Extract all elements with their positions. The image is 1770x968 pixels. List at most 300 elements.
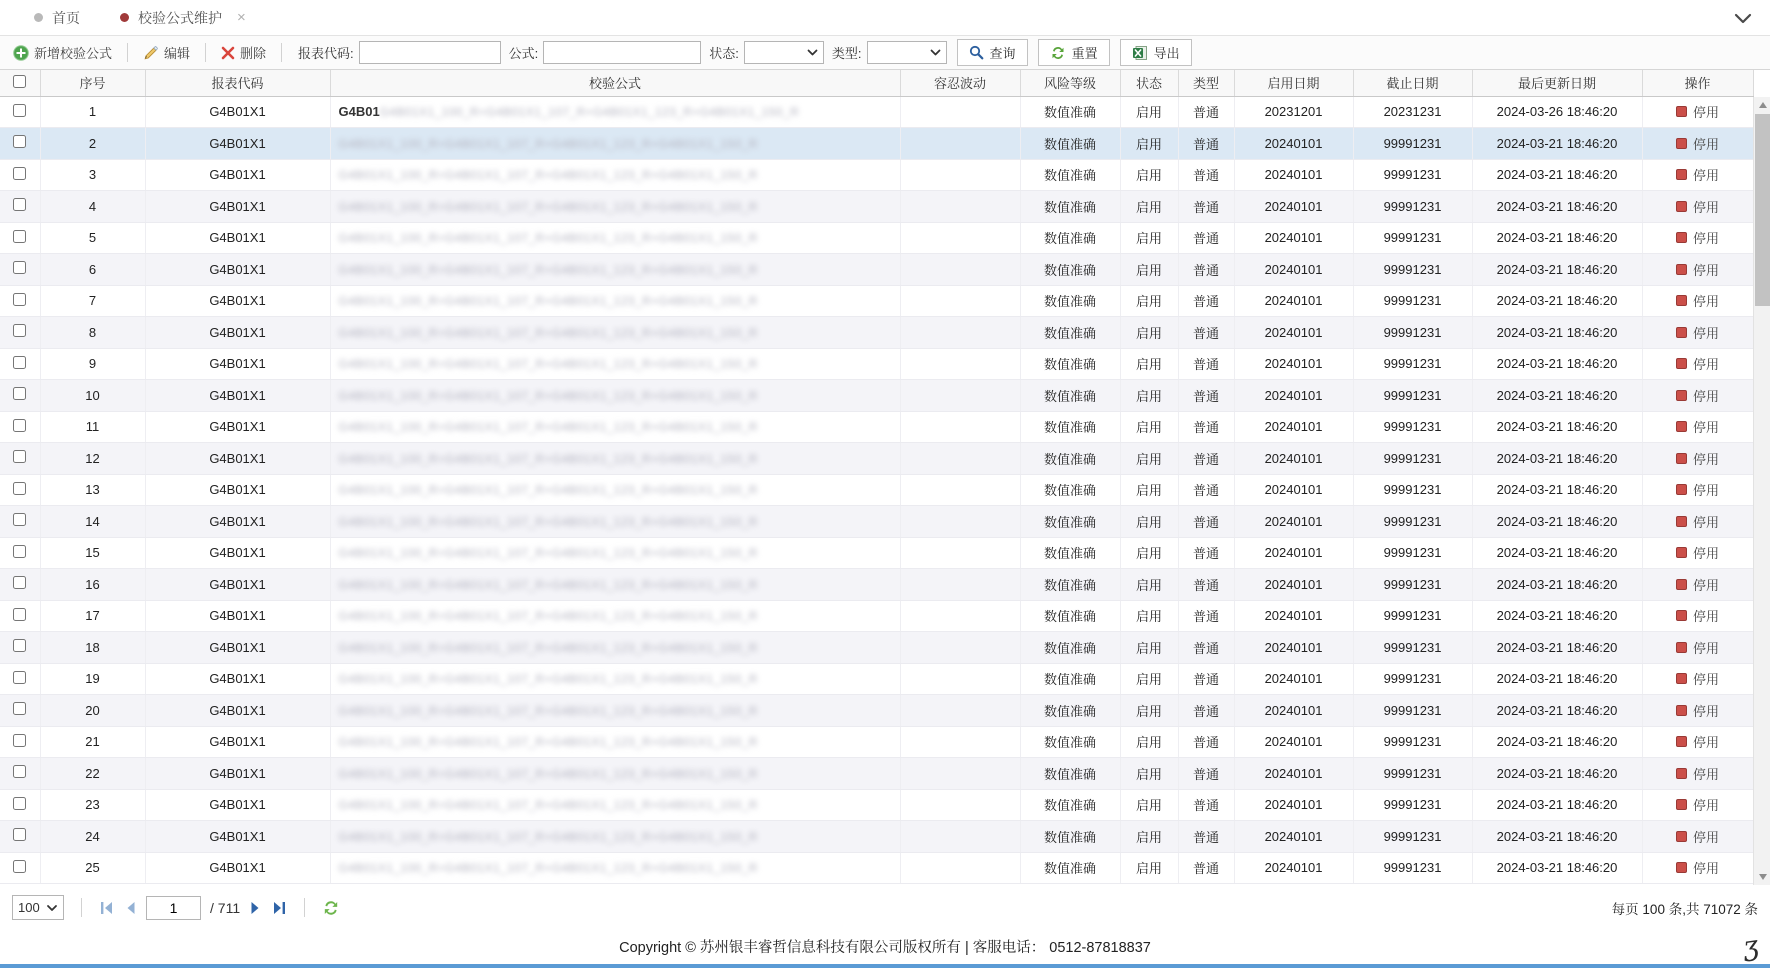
row-report-code: G4B01X1 <box>145 632 330 664</box>
row-tolerance <box>900 474 1020 506</box>
row-status: 启用 <box>1120 159 1178 191</box>
row-risk-level: 数值准确 <box>1020 726 1120 758</box>
row-type: 普通 <box>1178 506 1234 538</box>
row-status: 启用 <box>1120 789 1178 821</box>
row-status: 启用 <box>1120 380 1178 412</box>
row-checkbox[interactable] <box>13 135 26 148</box>
row-formula: G4B01X1_100_R=G4B01X1_107_R+G4B01X1_123_R+G4B01X1_150_R <box>330 569 900 601</box>
stop-square-icon <box>1676 862 1687 873</box>
tab-home-dot-icon <box>34 13 43 22</box>
row-risk-level: 数值准确 <box>1020 380 1120 412</box>
disable-row-label: 停用 <box>1692 483 1719 499</box>
row-start-date: 20240101 <box>1234 348 1353 380</box>
disable-row-label: 停用 <box>1692 294 1719 310</box>
disable-row-button[interactable] <box>1676 323 1719 342</box>
row-status: 启用 <box>1120 474 1178 506</box>
row-checkbox[interactable] <box>13 765 26 778</box>
table-row[interactable] <box>0 254 1753 286</box>
row-formula: G4B01X1_100_R=G4B01X1_107_R+G4B01X1_123_R+G4B01X1_150_R <box>330 726 900 758</box>
row-index: 1 <box>40 96 145 128</box>
disable-row-button[interactable] <box>1676 386 1719 405</box>
row-type: 普通 <box>1178 317 1234 349</box>
table-row[interactable] <box>0 821 1753 853</box>
row-tolerance <box>900 569 1020 601</box>
row-checkbox[interactable] <box>13 293 26 306</box>
row-last-updated: 2024-03-21 18:46:20 <box>1472 222 1642 254</box>
table-row[interactable] <box>0 569 1753 601</box>
refresh-icon <box>322 899 340 917</box>
row-status: 启用 <box>1120 569 1178 601</box>
tab-home[interactable] <box>14 0 100 35</box>
export-button[interactable] <box>1120 39 1192 66</box>
row-type: 普通 <box>1178 96 1234 128</box>
row-start-date: 20240101 <box>1234 852 1353 884</box>
row-report-code: G4B01X1 <box>145 191 330 223</box>
row-type: 普通 <box>1178 852 1234 884</box>
row-formula: G4B01X1_100_R=G4B01X1_107_R+G4B01X1_123_R+G4B01X1_150_R <box>330 254 900 286</box>
row-status: 启用 <box>1120 632 1178 664</box>
stop-square-icon <box>1676 201 1687 212</box>
row-start-date: 20240101 <box>1234 285 1353 317</box>
disable-row-button[interactable] <box>1676 354 1719 373</box>
reset-refresh-icon <box>1050 45 1066 61</box>
row-checkbox[interactable] <box>13 450 26 463</box>
tab-close-icon[interactable]: × <box>237 9 246 26</box>
table-row[interactable] <box>0 632 1753 664</box>
row-last-updated: 2024-03-21 18:46:20 <box>1472 726 1642 758</box>
row-checkbox[interactable] <box>13 860 26 873</box>
row-report-code: G4B01X1 <box>145 443 330 475</box>
row-index: 24 <box>40 821 145 853</box>
row-checkbox[interactable] <box>13 261 26 274</box>
disable-row-button[interactable] <box>1676 134 1719 153</box>
table-row[interactable] <box>0 537 1753 569</box>
disable-row-button[interactable] <box>1676 606 1719 625</box>
row-index: 14 <box>40 506 145 538</box>
row-tolerance <box>900 443 1020 475</box>
row-tolerance <box>900 380 1020 412</box>
row-checkbox[interactable] <box>13 797 26 810</box>
header-tolerance: 容忍波动 <box>900 70 1020 96</box>
scrollbar-thumb[interactable] <box>1755 114 1770 306</box>
pagination-separator <box>304 898 305 917</box>
status-select[interactable] <box>744 41 824 64</box>
stop-square-icon <box>1676 768 1687 779</box>
disable-row-label: 停用 <box>1692 798 1719 814</box>
row-report-code: G4B01X1 <box>145 695 330 727</box>
pagination-bar <box>0 885 1770 930</box>
row-risk-level: 数值准确 <box>1020 285 1120 317</box>
row-checkbox[interactable] <box>13 198 26 211</box>
row-start-date: 20240101 <box>1234 254 1353 286</box>
disable-row-label: 停用 <box>1692 420 1719 436</box>
row-formula: G4B01X1_100_R=G4B01X1_107_R+G4B01X1_123_R+G4B01X1_150_R <box>330 285 900 317</box>
row-report-code: G4B01X1 <box>145 506 330 538</box>
row-end-date: 99991231 <box>1353 380 1472 412</box>
row-risk-level: 数值准确 <box>1020 695 1120 727</box>
row-checkbox[interactable] <box>13 419 26 432</box>
table-row[interactable] <box>0 852 1753 884</box>
row-last-updated: 2024-03-21 18:46:20 <box>1472 443 1642 475</box>
row-formula: G4B01X1_100_R=G4B01X1_107_R+G4B01X1_123_R+G4B01X1_150_R <box>330 443 900 475</box>
row-formula: G4B01G4B01X1_100_R=G4B01X1_107_R+G4B01X1_123_R+G4B01X1_150_R <box>330 96 900 128</box>
add-formula-button[interactable] <box>6 40 119 65</box>
row-type: 普通 <box>1178 695 1234 727</box>
row-tolerance <box>900 821 1020 853</box>
data-grid <box>0 70 1770 885</box>
row-report-code: G4B01X1 <box>145 569 330 601</box>
row-risk-level: 数值准确 <box>1020 789 1120 821</box>
query-button[interactable] <box>957 39 1028 66</box>
row-start-date: 20240101 <box>1234 128 1353 160</box>
row-end-date: 99991231 <box>1353 443 1472 475</box>
row-checkbox[interactable] <box>13 513 26 526</box>
row-status: 启用 <box>1120 600 1178 632</box>
copyright-text: Copyright © 苏州银丰睿哲信息科技有限公司版权所有 | 客服电话： 0512-87818837 <box>619 940 1151 956</box>
row-risk-level: 数值准确 <box>1020 474 1120 506</box>
last-page-button[interactable] <box>271 901 287 915</box>
row-index: 13 <box>40 474 145 506</box>
disable-row-label: 停用 <box>1692 861 1719 877</box>
row-start-date: 20240101 <box>1234 506 1353 538</box>
tab-formula-maintenance-label: 校验公式维护 <box>138 9 222 26</box>
row-tolerance <box>900 695 1020 727</box>
row-report-code: G4B01X1 <box>145 600 330 632</box>
row-checkbox[interactable] <box>13 639 26 652</box>
row-index: 19 <box>40 663 145 695</box>
add-formula-label: 新增校验公式 <box>34 46 113 61</box>
stop-square-icon <box>1676 579 1687 590</box>
table-row[interactable] <box>0 758 1753 790</box>
disable-row-button[interactable] <box>1676 701 1719 720</box>
row-risk-level: 数值准确 <box>1020 632 1120 664</box>
table-row[interactable] <box>0 726 1753 758</box>
disable-row-button[interactable] <box>1676 417 1719 436</box>
row-last-updated: 2024-03-21 18:46:20 <box>1472 789 1642 821</box>
tab-formula-maintenance[interactable] <box>100 0 266 35</box>
row-formula: G4B01X1_100_R=G4B01X1_107_R+G4B01X1_123_R+G4B01X1_150_R <box>330 632 900 664</box>
row-index: 7 <box>40 285 145 317</box>
row-index: 8 <box>40 317 145 349</box>
header-status: 状态 <box>1120 70 1178 96</box>
row-last-updated: 2024-03-21 18:46:20 <box>1472 600 1642 632</box>
table-row[interactable] <box>0 411 1753 443</box>
row-report-code: G4B01X1 <box>145 348 330 380</box>
disable-row-label: 停用 <box>1692 766 1719 782</box>
pagination-separator <box>81 898 82 917</box>
scroll-down-icon[interactable] <box>1754 869 1770 885</box>
row-checkbox[interactable] <box>13 324 26 337</box>
disable-row-label: 停用 <box>1692 703 1719 719</box>
disable-row-button[interactable] <box>1676 543 1719 562</box>
row-formula: G4B01X1_100_R=G4B01X1_107_R+G4B01X1_123_R+G4B01X1_150_R <box>330 506 900 538</box>
row-start-date: 20240101 <box>1234 695 1353 727</box>
row-report-code: G4B01X1 <box>145 663 330 695</box>
row-end-date: 99991231 <box>1353 600 1472 632</box>
select-all-checkbox[interactable] <box>13 75 26 88</box>
row-index: 5 <box>40 222 145 254</box>
table-row[interactable] <box>0 96 1753 128</box>
row-last-updated: 2024-03-21 18:46:20 <box>1472 348 1642 380</box>
row-status: 启用 <box>1120 411 1178 443</box>
row-end-date: 99991231 <box>1353 348 1472 380</box>
table-row[interactable] <box>0 695 1753 727</box>
refresh-page-button[interactable] <box>322 899 340 917</box>
row-status: 启用 <box>1120 317 1178 349</box>
row-tolerance <box>900 632 1020 664</box>
row-last-updated: 2024-03-21 18:46:20 <box>1472 128 1642 160</box>
row-checkbox[interactable] <box>13 482 26 495</box>
status-filter-label: 状态: <box>709 46 739 61</box>
row-last-updated: 2024-03-21 18:46:20 <box>1472 254 1642 286</box>
row-status: 启用 <box>1120 726 1178 758</box>
row-status: 启用 <box>1120 758 1178 790</box>
row-risk-level: 数值准确 <box>1020 663 1120 695</box>
header-end-date: 截止日期 <box>1353 70 1472 96</box>
row-formula: G4B01X1_100_R=G4B01X1_107_R+G4B01X1_123_R+G4B01X1_150_R <box>330 128 900 160</box>
disable-row-button[interactable] <box>1676 764 1719 783</box>
reset-label: 重置 <box>1071 46 1098 61</box>
row-index: 25 <box>40 852 145 884</box>
row-tolerance <box>900 191 1020 223</box>
disable-row-button[interactable] <box>1676 732 1719 751</box>
disable-row-button[interactable] <box>1676 669 1719 688</box>
stop-square-icon <box>1676 232 1687 243</box>
type-select[interactable] <box>867 41 947 64</box>
disable-row-label: 停用 <box>1692 262 1719 278</box>
row-type: 普通 <box>1178 600 1234 632</box>
row-checkbox[interactable] <box>13 702 26 715</box>
row-last-updated: 2024-03-21 18:46:20 <box>1472 411 1642 443</box>
row-last-updated: 2024-03-21 18:46:20 <box>1472 821 1642 853</box>
row-report-code: G4B01X1 <box>145 317 330 349</box>
row-formula: G4B01X1_100_R=G4B01X1_107_R+G4B01X1_123_R+G4B01X1_150_R <box>330 474 900 506</box>
row-risk-level: 数值准确 <box>1020 348 1120 380</box>
disable-row-button[interactable] <box>1676 858 1719 877</box>
report-code-input[interactable] <box>359 41 501 64</box>
row-end-date: 99991231 <box>1353 852 1472 884</box>
row-start-date: 20240101 <box>1234 474 1353 506</box>
row-end-date: 99991231 <box>1353 758 1472 790</box>
excel-export-icon <box>1132 45 1148 61</box>
disable-row-label: 停用 <box>1692 388 1719 404</box>
page-footer <box>0 930 1770 968</box>
table-row[interactable] <box>0 128 1753 160</box>
row-checkbox[interactable] <box>13 608 26 621</box>
row-type: 普通 <box>1178 191 1234 223</box>
disable-row-button[interactable] <box>1676 512 1719 531</box>
row-status: 启用 <box>1120 348 1178 380</box>
row-index: 15 <box>40 537 145 569</box>
row-type: 普通 <box>1178 537 1234 569</box>
row-status: 启用 <box>1120 537 1178 569</box>
row-end-date: 99991231 <box>1353 159 1472 191</box>
report-code-filter-label: 报表代码: <box>298 46 354 61</box>
table-row[interactable] <box>0 222 1753 254</box>
row-type: 普通 <box>1178 254 1234 286</box>
disable-row-label: 停用 <box>1692 105 1719 121</box>
disable-row-button[interactable] <box>1676 260 1719 279</box>
row-type: 普通 <box>1178 411 1234 443</box>
row-end-date: 99991231 <box>1353 821 1472 853</box>
row-checkbox[interactable] <box>13 387 26 400</box>
toolbar-separator <box>205 43 206 62</box>
page-size-select[interactable] <box>12 895 64 920</box>
pencil-icon <box>143 45 159 61</box>
row-formula: G4B01X1_100_R=G4B01X1_107_R+G4B01X1_123_R+G4B01X1_150_R <box>330 600 900 632</box>
row-end-date: 99991231 <box>1353 506 1472 538</box>
tab-list-chevron-down-icon[interactable] <box>1732 8 1754 31</box>
page-size-value: 100 <box>18 900 40 915</box>
tab-active-dot-icon <box>120 13 129 22</box>
row-type: 普通 <box>1178 726 1234 758</box>
row-report-code: G4B01X1 <box>145 254 330 286</box>
row-tolerance <box>900 159 1020 191</box>
header-report-code: 报表代码 <box>145 70 330 96</box>
row-index: 6 <box>40 254 145 286</box>
stop-square-icon <box>1676 705 1687 716</box>
disable-row-button[interactable] <box>1676 197 1719 216</box>
disable-row-button[interactable] <box>1676 228 1719 247</box>
table-row[interactable] <box>0 600 1753 632</box>
header-formula: 校验公式 <box>330 70 900 96</box>
row-tolerance <box>900 285 1020 317</box>
row-start-date: 20240101 <box>1234 411 1353 443</box>
row-checkbox[interactable] <box>13 230 26 243</box>
row-status: 启用 <box>1120 506 1178 538</box>
row-end-date: 99991231 <box>1353 254 1472 286</box>
table-row[interactable] <box>0 317 1753 349</box>
row-tolerance <box>900 726 1020 758</box>
row-checkbox[interactable] <box>13 167 26 180</box>
header-risk-level: 风险等级 <box>1020 70 1120 96</box>
disable-row-button[interactable] <box>1676 480 1719 499</box>
table-row[interactable] <box>0 159 1753 191</box>
row-checkbox[interactable] <box>13 104 26 117</box>
row-last-updated: 2024-03-21 18:46:20 <box>1472 852 1642 884</box>
row-last-updated: 2024-03-26 18:46:20 <box>1472 96 1642 128</box>
row-end-date: 99991231 <box>1353 569 1472 601</box>
toolbar-separator <box>127 43 128 62</box>
row-checkbox[interactable] <box>13 356 26 369</box>
table-row[interactable] <box>0 474 1753 506</box>
row-start-date: 20240101 <box>1234 821 1353 853</box>
row-report-code: G4B01X1 <box>145 821 330 853</box>
row-status: 启用 <box>1120 222 1178 254</box>
first-page-button[interactable] <box>99 901 115 915</box>
header-start-date: 启用日期 <box>1234 70 1353 96</box>
disable-row-button[interactable] <box>1676 827 1719 846</box>
row-report-code: G4B01X1 <box>145 758 330 790</box>
edit-button[interactable] <box>136 40 197 65</box>
stop-square-icon <box>1676 421 1687 432</box>
row-checkbox[interactable] <box>13 734 26 747</box>
reset-button[interactable] <box>1038 39 1110 66</box>
row-end-date: 99991231 <box>1353 285 1472 317</box>
row-start-date: 20240101 <box>1234 380 1353 412</box>
row-index: 22 <box>40 758 145 790</box>
disable-row-button[interactable] <box>1676 291 1719 310</box>
row-report-code: G4B01X1 <box>145 159 330 191</box>
disable-row-label: 停用 <box>1692 231 1719 247</box>
delete-x-icon <box>221 46 235 60</box>
row-start-date: 20231201 <box>1234 96 1353 128</box>
stop-square-icon <box>1676 138 1687 149</box>
table-row[interactable] <box>0 348 1753 380</box>
row-start-date: 20240101 <box>1234 632 1353 664</box>
prev-page-button[interactable] <box>124 901 137 915</box>
toolbar-separator <box>281 43 282 62</box>
row-checkbox[interactable] <box>13 671 26 684</box>
next-page-button[interactable] <box>249 901 262 915</box>
table-row[interactable] <box>0 285 1753 317</box>
row-index: 20 <box>40 695 145 727</box>
scribble-glyph: ʒ <box>1740 930 1761 963</box>
row-risk-level: 数值准确 <box>1020 222 1120 254</box>
row-tolerance <box>900 96 1020 128</box>
row-type: 普通 <box>1178 285 1234 317</box>
table-row[interactable] <box>0 443 1753 475</box>
disable-row-button[interactable] <box>1676 575 1719 594</box>
tab-bar <box>0 0 1770 36</box>
row-type: 普通 <box>1178 159 1234 191</box>
disable-row-label: 停用 <box>1692 357 1719 373</box>
disable-row-button[interactable] <box>1676 165 1719 184</box>
disable-row-button[interactable] <box>1676 102 1719 121</box>
stop-square-icon <box>1676 358 1687 369</box>
row-checkbox[interactable] <box>13 828 26 841</box>
row-risk-level: 数值准确 <box>1020 443 1120 475</box>
row-last-updated: 2024-03-21 18:46:20 <box>1472 191 1642 223</box>
row-tolerance <box>900 222 1020 254</box>
disable-row-button[interactable] <box>1676 795 1719 814</box>
row-report-code: G4B01X1 <box>145 852 330 884</box>
row-status: 启用 <box>1120 96 1178 128</box>
row-checkbox[interactable] <box>13 576 26 589</box>
scroll-up-icon[interactable] <box>1754 97 1770 113</box>
delete-button[interactable] <box>214 40 273 65</box>
table-row[interactable] <box>0 506 1753 538</box>
row-status: 启用 <box>1120 191 1178 223</box>
table-row[interactable] <box>0 663 1753 695</box>
formula-input[interactable] <box>543 41 701 64</box>
row-type: 普通 <box>1178 663 1234 695</box>
row-status: 启用 <box>1120 285 1178 317</box>
table-row[interactable] <box>0 789 1753 821</box>
row-checkbox[interactable] <box>13 545 26 558</box>
row-last-updated: 2024-03-21 18:46:20 <box>1472 695 1642 727</box>
stop-square-icon <box>1676 390 1687 401</box>
header-actions: 操作 <box>1642 70 1753 96</box>
table-row[interactable] <box>0 380 1753 412</box>
table-row[interactable] <box>0 191 1753 223</box>
row-report-code: G4B01X1 <box>145 537 330 569</box>
page-number-input[interactable] <box>146 896 201 920</box>
row-status: 启用 <box>1120 821 1178 853</box>
vertical-scrollbar[interactable] <box>1753 97 1770 885</box>
row-last-updated: 2024-03-21 18:46:20 <box>1472 380 1642 412</box>
row-formula: G4B01X1_100_R=G4B01X1_107_R+G4B01X1_123_R+G4B01X1_150_R <box>330 317 900 349</box>
disable-row-label: 停用 <box>1692 672 1719 688</box>
row-formula: G4B01X1_100_R=G4B01X1_107_R+G4B01X1_123_R+G4B01X1_150_R <box>330 222 900 254</box>
stop-square-icon <box>1676 831 1687 842</box>
disable-row-button[interactable] <box>1676 638 1719 657</box>
disable-row-label: 停用 <box>1692 640 1719 656</box>
row-formula: G4B01X1_100_R=G4B01X1_107_R+G4B01X1_123_R+G4B01X1_150_R <box>330 821 900 853</box>
header-last-updated: 最后更新日期 <box>1472 70 1642 96</box>
disable-row-button[interactable] <box>1676 449 1719 468</box>
row-index: 23 <box>40 789 145 821</box>
